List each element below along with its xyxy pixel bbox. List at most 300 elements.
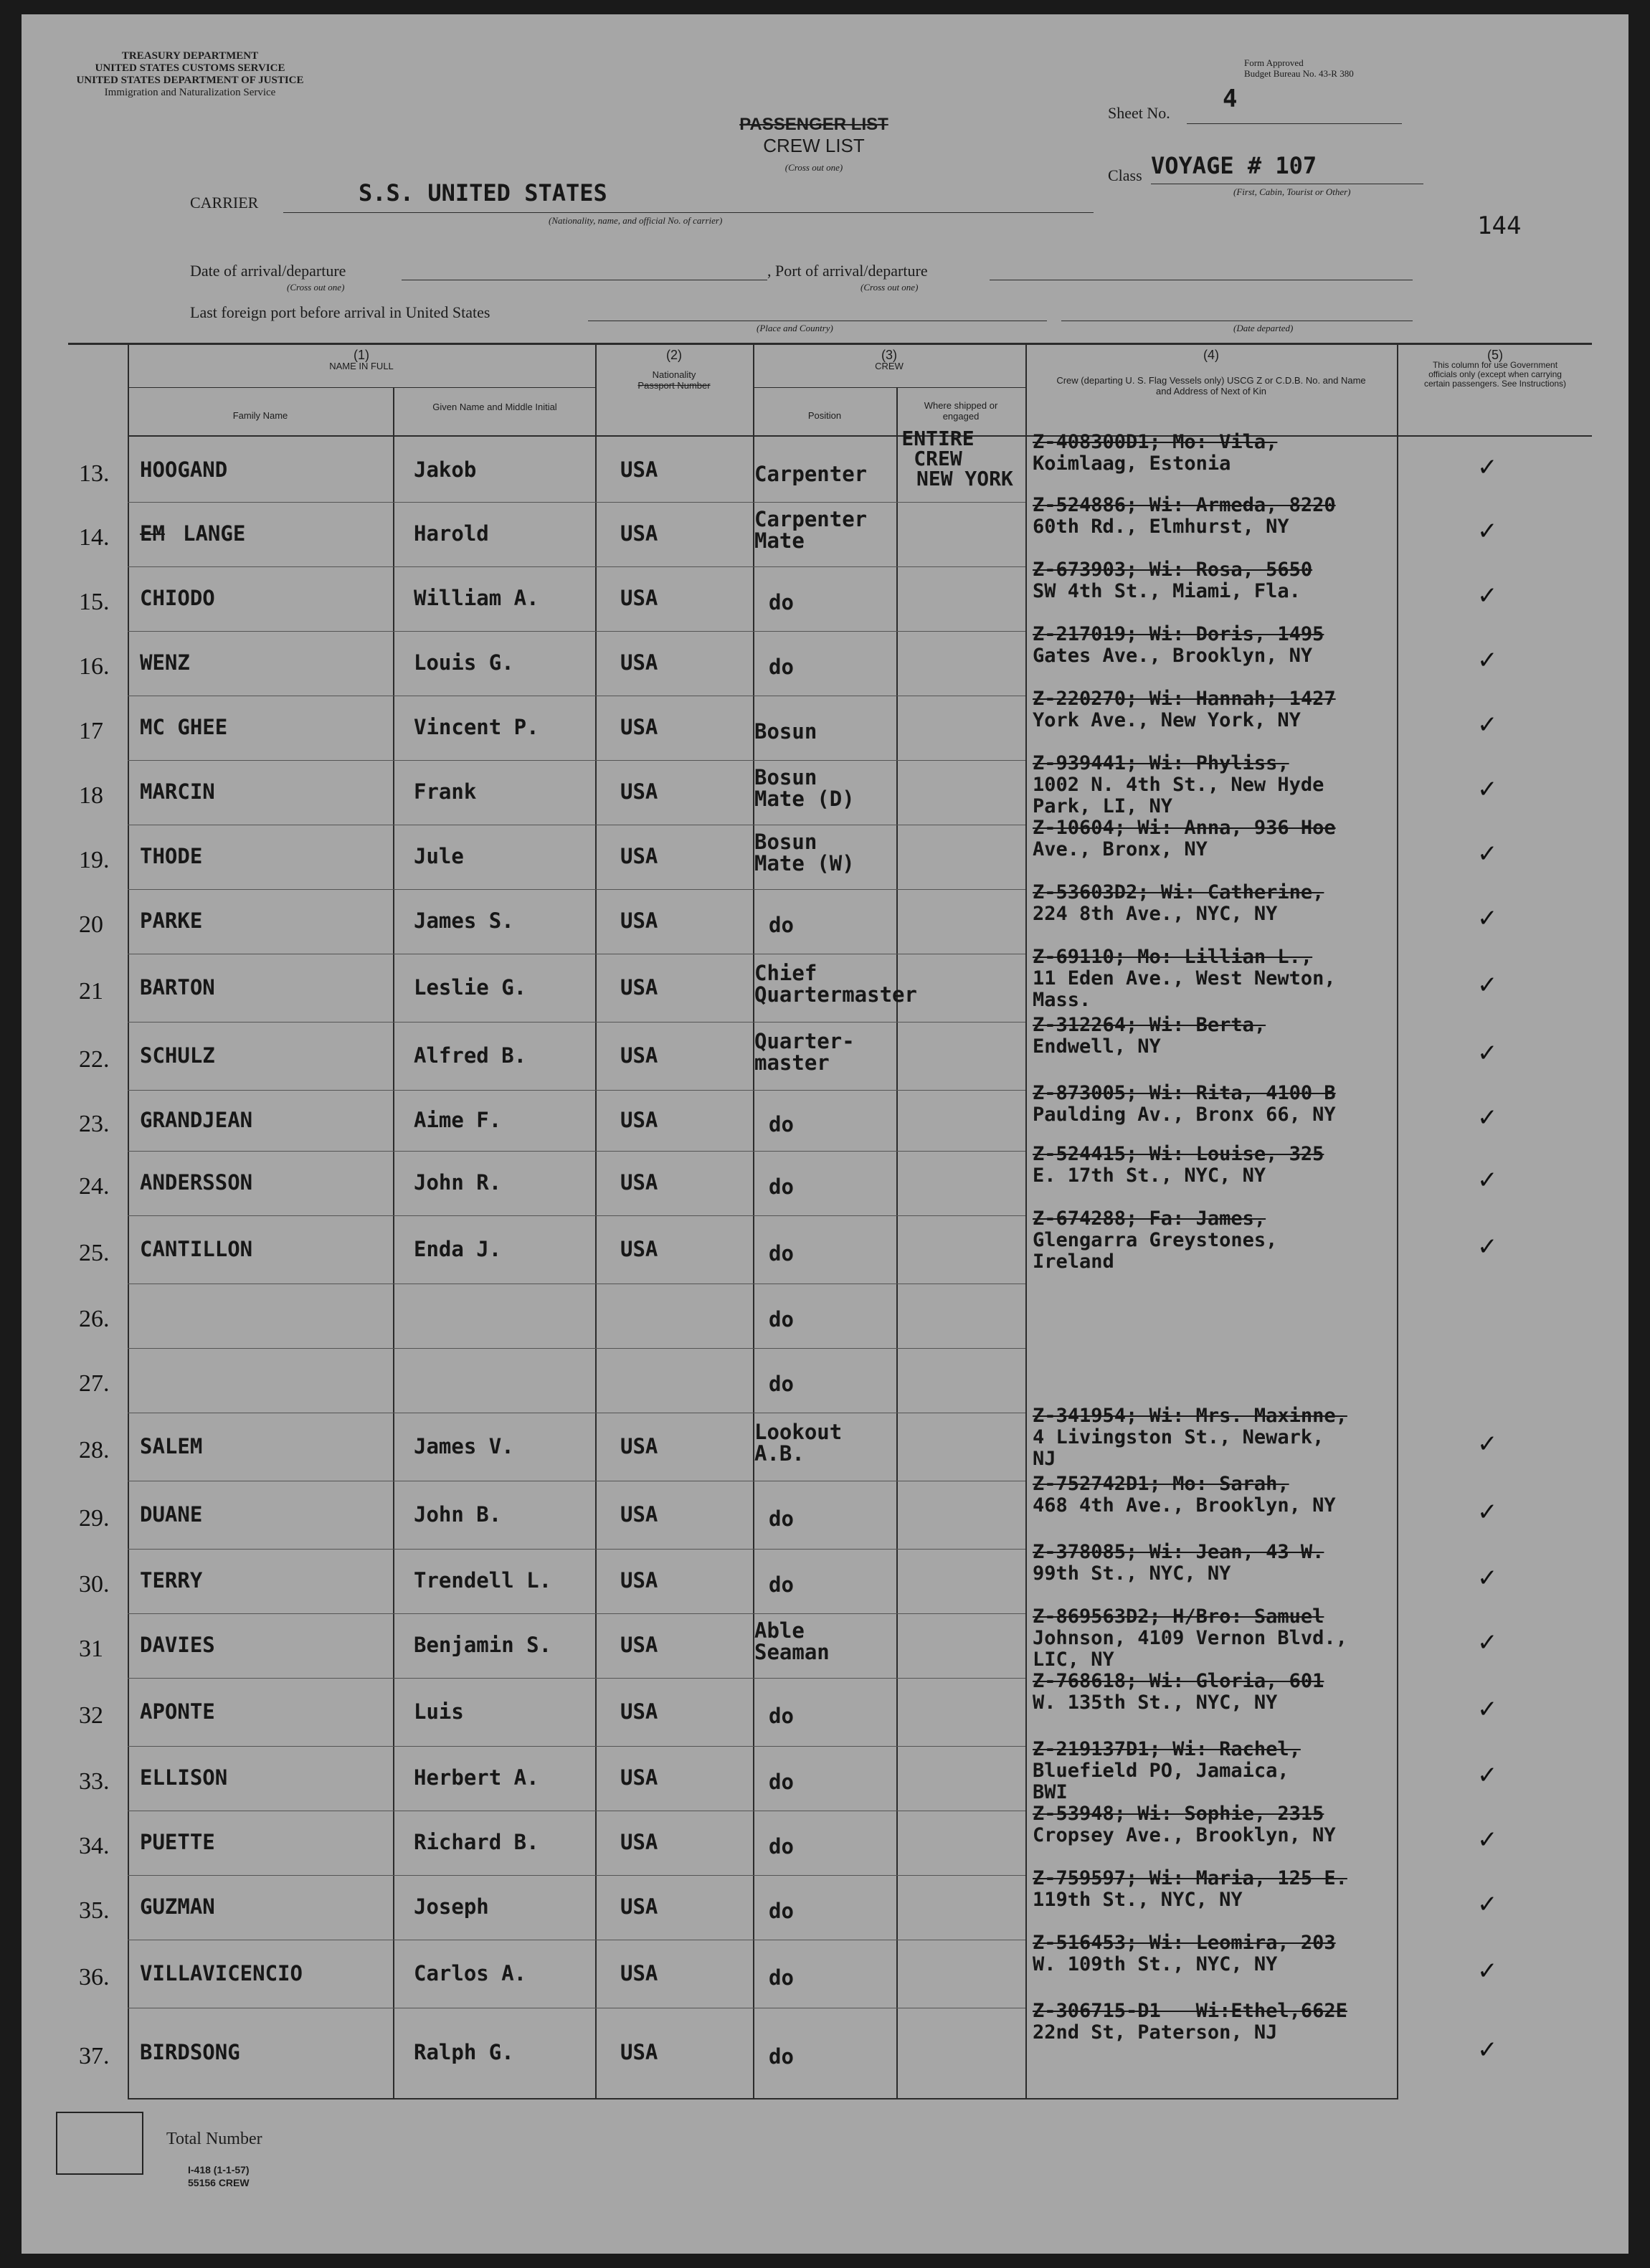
- given-name: Carlos A.: [414, 1960, 527, 1985]
- class-value: VOYAGE # 107: [1151, 152, 1317, 179]
- family-name: SCHULZ: [140, 1043, 215, 1068]
- row-number: 17: [79, 718, 103, 744]
- position: [754, 831, 855, 874]
- col5-gov-use: This column for use Government officials only (except when carrying certain passengers. See Instructions): [1423, 360, 1567, 389]
- next-of-kin: [1033, 624, 1324, 667]
- row-number: 16.: [79, 653, 110, 680]
- header-col2: [595, 350, 753, 391]
- nationality: USA: [620, 457, 658, 482]
- col-divider-nationality: [595, 344, 597, 2099]
- given-name: James V.: [414, 1433, 514, 1458]
- next-of-kin-line: Z-516453; Wi: Leomira, 203: [1033, 1932, 1336, 1954]
- position-line: do: [769, 1834, 794, 1859]
- next-of-kin-line: Ave., Bronx, NY: [1033, 838, 1208, 860]
- check-mark: ✓: [1477, 1166, 1498, 1195]
- col2-number: (2): [666, 348, 682, 362]
- given-name: John R.: [414, 1170, 502, 1195]
- row-number: 19.: [79, 847, 110, 873]
- next-of-kin-line: Z-408300D1; Mo: Vila,: [1033, 431, 1278, 453]
- position: [754, 1373, 794, 1395]
- check-mark: ✓: [1477, 1628, 1498, 1657]
- given-name: William A.: [414, 586, 539, 610]
- shipped-note-line: CREW: [914, 447, 962, 470]
- position-line: do: [769, 1175, 794, 1199]
- crew-subheader-divider: [753, 387, 1025, 388]
- carrier-value: S.S. UNITED STATES: [359, 179, 607, 207]
- header-where-shipped: Where shipped or engaged: [924, 400, 998, 422]
- row-number: 33.: [79, 1768, 110, 1795]
- next-of-kin-line: Z-306715-D1 Wi:Ethel,662E: [1033, 2000, 1347, 2022]
- next-of-kin-line: Z-53603D2; Wi: Catherine,: [1033, 881, 1324, 903]
- position: [754, 1771, 794, 1793]
- total-number-label: Total Number: [166, 2130, 262, 2148]
- position: [754, 1620, 830, 1663]
- next-of-kin-line: Z-752742D1; Mo: Sarah,: [1033, 1473, 1289, 1495]
- family-name: THODE: [140, 844, 203, 868]
- next-of-kin-line: Z-759597; Wi: Maria, 125 E.: [1033, 1867, 1347, 1889]
- position: [754, 1030, 855, 1073]
- next-of-kin-line: Z-69110; Mo: Lillian L.,: [1033, 946, 1313, 968]
- next-of-kin-line: Bluefield PO, Jamaica,: [1033, 1760, 1289, 1782]
- next-of-kin-line: E. 17th St., NYC, NY: [1033, 1164, 1266, 1187]
- position-line: do: [769, 1703, 794, 1728]
- check-mark: ✓: [1477, 970, 1498, 1000]
- position-line: Bosun: [754, 765, 817, 789]
- class-hint: (First, Cabin, Tourist or Other): [1233, 186, 1351, 197]
- row-divider: [128, 1151, 1025, 1152]
- nationality: USA: [620, 908, 658, 933]
- given-name: Harold: [414, 521, 489, 546]
- row-number: 34.: [79, 1833, 110, 1859]
- agency-line: UNITED STATES DEPARTMENT OF JUSTICE: [76, 75, 304, 86]
- next-of-kin-line: Ireland: [1033, 1251, 1114, 1273]
- row-number: 35.: [79, 1897, 110, 1924]
- position-line: Bosun: [754, 719, 817, 744]
- given-name: Ralph G.: [414, 2040, 514, 2064]
- given-name: Enda J.: [414, 1236, 502, 1261]
- row-number: 23.: [79, 1110, 110, 1137]
- position-line: do: [769, 655, 794, 679]
- check-mark: ✓: [1477, 1694, 1498, 1724]
- next-of-kin-line: 4 Livingston St., Newark,: [1033, 1426, 1324, 1448]
- header-col5: [1398, 350, 1592, 389]
- next-of-kin: [1033, 432, 1277, 475]
- position: [754, 1508, 794, 1529]
- col-divider-gov: [1397, 344, 1398, 2099]
- row-number: 20: [79, 911, 103, 938]
- position-line: do: [769, 1307, 794, 1332]
- family-name: CHIODO: [140, 586, 215, 610]
- family-name: BARTON: [140, 974, 215, 1000]
- family-name: ANDERSSON: [140, 1170, 253, 1195]
- next-of-kin-line: LIC, NY: [1033, 1648, 1114, 1671]
- position-line: do: [769, 913, 794, 937]
- next-of-kin-line: Z-869563D2; H/Bro: Samuel: [1033, 1605, 1324, 1628]
- col4-number: (4): [1203, 348, 1219, 362]
- row-divider: [128, 1348, 1025, 1349]
- next-of-kin-line: Z-673903; Wi: Rosa, 5650: [1033, 559, 1313, 581]
- next-of-kin-line: Paulding Av., Bronx 66, NY: [1033, 1104, 1336, 1126]
- nationality: USA: [620, 1765, 658, 1790]
- position: [754, 962, 917, 1005]
- row-number: 22.: [79, 1045, 110, 1073]
- row-divider: [128, 1613, 1025, 1614]
- position-line: do: [769, 1965, 794, 1990]
- nationality: USA: [620, 1107, 658, 1132]
- position-line: Mate: [754, 528, 805, 553]
- next-of-kin-line: Z-768618; Wi: Gloria, 601: [1033, 1670, 1324, 1692]
- next-of-kin: [1033, 1015, 1266, 1058]
- next-of-kin-line: NJ: [1033, 1448, 1056, 1470]
- row-divider: [128, 1549, 1025, 1550]
- next-of-kin-line: Johnson, 4109 Vernon Blvd.,: [1033, 1627, 1347, 1649]
- col-divider-shipped: [896, 387, 898, 2099]
- family-name: APONTE: [140, 1699, 215, 1724]
- row-number: 15.: [79, 589, 110, 615]
- row-number: 14.: [79, 524, 110, 551]
- row-divider: [128, 566, 1025, 567]
- position: [754, 1176, 794, 1197]
- next-of-kin-line: Z-219137D1; Wi: Rachel,: [1033, 1738, 1301, 1760]
- position-line: do: [769, 1899, 794, 1923]
- given-name: John B.: [414, 1501, 502, 1527]
- position-line: do: [769, 2044, 794, 2069]
- next-of-kin-line: York Ave., New York, NY: [1033, 709, 1301, 731]
- check-mark: ✓: [1477, 1826, 1498, 1854]
- given-name: Joseph: [414, 1894, 489, 1919]
- position: [754, 2046, 794, 2067]
- sheet-underline: [1187, 123, 1402, 124]
- family-name: DUANE: [140, 1501, 203, 1527]
- position-line: Seaman: [754, 1640, 830, 1664]
- check-mark: ✓: [1477, 646, 1498, 675]
- position-line: Mate (W): [754, 851, 855, 876]
- position: [754, 463, 867, 485]
- next-of-kin: [1033, 1542, 1324, 1585]
- next-of-kin: [1033, 1739, 1301, 1803]
- family-name: ELLISON: [140, 1765, 228, 1790]
- next-of-kin: [1033, 1208, 1277, 1273]
- next-of-kin-line: W. 109th St., NYC, NY: [1033, 1953, 1278, 1975]
- position: [754, 1574, 794, 1595]
- next-of-kin-line: Endwell, NY: [1033, 1035, 1161, 1058]
- given-name: Jule: [414, 844, 464, 868]
- position: [754, 1967, 794, 1988]
- family-name: MC GHEE: [140, 715, 228, 739]
- next-of-kin-line: Z-217019; Wi: Doris, 1495: [1033, 623, 1324, 645]
- given-name: Aime F.: [414, 1107, 502, 1132]
- col2-nationality: Nationality: [652, 369, 696, 380]
- col3-crew: CREW: [875, 361, 904, 371]
- next-of-kin: [1033, 946, 1336, 1011]
- total-number-box: [56, 2112, 143, 2175]
- family-name: WENZ: [140, 650, 190, 675]
- family-name: PUETTE: [140, 1830, 215, 1854]
- next-of-kin: [1033, 1803, 1336, 1846]
- table-header-divider: [128, 435, 1592, 437]
- row-number: 30.: [79, 1571, 110, 1598]
- nationality: USA: [620, 844, 658, 868]
- row-number: 25.: [79, 1239, 110, 1266]
- nationality: USA: [620, 1633, 658, 1657]
- port-label: , Port of arrival/departure: [767, 262, 928, 280]
- next-of-kin-line: Z-53948; Wi: Sophie, 2315: [1033, 1803, 1324, 1825]
- nationality: USA: [620, 650, 658, 675]
- check-mark: ✓: [1477, 1103, 1498, 1132]
- check-mark: ✓: [1477, 2036, 1498, 2064]
- next-of-kin: [1033, 495, 1336, 538]
- position-line: Carpenter: [754, 507, 868, 531]
- position: [754, 1309, 794, 1330]
- given-name: Trendell L.: [414, 1568, 552, 1593]
- position-line: Quartermaster: [754, 982, 917, 1007]
- given-name: Vincent P.: [414, 715, 539, 739]
- next-of-kin-line: 60th Rd., Elmhurst, NY: [1033, 516, 1289, 538]
- next-of-kin-line: Z-524415; Wi: Louise, 325: [1033, 1143, 1324, 1165]
- row-divider: [128, 1215, 1025, 1216]
- check-mark: ✓: [1477, 582, 1498, 610]
- port-cross-out: (Cross out one): [860, 282, 919, 293]
- next-of-kin: [1033, 1606, 1347, 1671]
- row-number: 29.: [79, 1504, 110, 1532]
- nationality: USA: [620, 1433, 658, 1458]
- family-name: PARKE: [140, 908, 203, 933]
- shipped-note-line: ENTIRE: [901, 427, 975, 450]
- next-of-kin: [1033, 1868, 1347, 1911]
- row-number: 24.: [79, 1173, 110, 1200]
- next-of-kin-line: Mass.: [1033, 989, 1091, 1011]
- shipped-note-line: NEW YORK: [916, 467, 1013, 490]
- row-divider: [128, 1090, 1025, 1091]
- header-family-name: Family Name: [232, 410, 288, 421]
- nationality: USA: [620, 715, 658, 739]
- list-type-struck: PASSENGER LIST: [739, 115, 888, 134]
- position: [754, 1836, 794, 1857]
- list-type: CREW LIST: [763, 135, 865, 156]
- position: [754, 1705, 794, 1727]
- next-of-kin-line: Z-939441; Wi: Phyliss,: [1033, 752, 1289, 774]
- next-of-kin-line: W. 135th St., NYC, NY: [1033, 1691, 1278, 1714]
- next-of-kin: [1033, 1405, 1347, 1470]
- next-of-kin-line: Z-10604; Wi: Anna, 936 Hoe: [1033, 817, 1336, 839]
- next-of-kin: [1033, 1474, 1336, 1517]
- position-line: do: [769, 590, 794, 615]
- given-name: Herbert A.: [414, 1765, 539, 1790]
- next-of-kin-line: 468 4th Ave., Brooklyn, NY: [1033, 1494, 1336, 1517]
- nationality: USA: [620, 1894, 658, 1919]
- next-of-kin-line: BWI: [1033, 1781, 1068, 1803]
- agency-line: UNITED STATES CUSTOMS SERVICE: [95, 62, 285, 74]
- next-of-kin-line: 119th St., NYC, NY: [1033, 1889, 1243, 1911]
- nationality: USA: [620, 1830, 658, 1854]
- family-name: TERRY: [140, 1568, 203, 1593]
- next-of-kin-line: Koimlaag, Estonia: [1033, 452, 1231, 475]
- next-of-kin: [1033, 1932, 1336, 1975]
- agency-line: Immigration and Naturalization Service: [104, 87, 276, 98]
- header-col3: [753, 350, 1025, 371]
- given-name: Frank: [414, 779, 477, 804]
- table-bottom-border: [128, 2098, 1397, 2099]
- nationality: USA: [620, 586, 658, 610]
- next-of-kin-line: Z-378085; Wi: Jean, 43 W.: [1033, 1541, 1324, 1563]
- family-name: SALEM: [140, 1433, 203, 1458]
- given-name: Benjamin S.: [414, 1633, 552, 1657]
- row-divider: [128, 631, 1025, 632]
- date-departed-hint: (Date departed): [1233, 323, 1294, 333]
- row-divider: [128, 889, 1025, 890]
- col3-number: (3): [881, 348, 897, 362]
- agency-header: [72, 50, 308, 99]
- next-of-kin-line: Glengarra Greystones,: [1033, 1229, 1278, 1251]
- check-mark: ✓: [1477, 1761, 1498, 1790]
- next-of-kin-line: Z-312264; Wi: Berta,: [1033, 1014, 1266, 1036]
- row-divider: [128, 1875, 1025, 1876]
- nationality: USA: [620, 974, 658, 1000]
- next-of-kin-line: 99th St., NYC, NY: [1033, 1562, 1231, 1585]
- check-mark: ✓: [1477, 840, 1498, 868]
- nationality: USA: [620, 1699, 658, 1724]
- nationality: USA: [620, 521, 658, 546]
- family-name: MARCIN: [140, 779, 215, 804]
- name-subheader-divider: [128, 387, 595, 388]
- position: [754, 721, 817, 742]
- family-name: CANTILLON: [140, 1236, 253, 1261]
- given-name: James S.: [414, 908, 514, 933]
- header-given-name: Given Name and Middle Initial: [432, 402, 557, 412]
- next-of-kin-line: Park, LI, NY: [1033, 795, 1173, 817]
- header-position: Position: [807, 410, 842, 421]
- nationality: USA: [620, 1501, 658, 1527]
- row-number: 28.: [79, 1436, 110, 1463]
- position: [754, 1240, 794, 1266]
- family-name: BIRDSONG: [140, 2040, 240, 2064]
- next-of-kin: [1033, 2001, 1347, 2044]
- col1-number: (1): [354, 348, 369, 362]
- row-number: 13.: [79, 460, 110, 487]
- check-mark: ✓: [1477, 1956, 1498, 1985]
- col5-number: (5): [1487, 348, 1503, 362]
- carrier-label: CARRIER: [190, 194, 259, 212]
- row-number: 18: [79, 782, 103, 809]
- next-of-kin: [1033, 688, 1336, 731]
- position-line: Quarter-: [754, 1028, 855, 1053]
- position-line: do: [769, 1111, 794, 1137]
- date-cross-out: (Cross out one): [287, 282, 345, 293]
- check-mark: ✓: [1477, 711, 1498, 739]
- header-col1: [128, 350, 595, 371]
- row-number: 32: [79, 1702, 103, 1729]
- check-mark: ✓: [1477, 1038, 1498, 1068]
- next-of-kin-line: 224 8th Ave., NYC, NY: [1033, 903, 1278, 925]
- next-of-kin: [1033, 1671, 1324, 1714]
- position-line: Able: [754, 1618, 805, 1643]
- form-number: I-418 (1-1-57): [188, 2164, 250, 2176]
- row-number: 21: [79, 977, 103, 1005]
- next-of-kin-line: SW 4th St., Miami, Fla.: [1033, 580, 1301, 602]
- place-hint: (Place and Country): [757, 323, 833, 333]
- row-divider: [128, 1746, 1025, 1747]
- nationality: USA: [620, 2040, 658, 2064]
- position: [754, 592, 794, 613]
- position-line: do: [769, 1240, 794, 1266]
- next-of-kin: [1033, 559, 1312, 602]
- check-mark: ✓: [1477, 453, 1498, 482]
- position: [754, 1900, 794, 1922]
- shipped-note: [895, 427, 1013, 490]
- given-name: Alfred B.: [414, 1043, 527, 1068]
- class-label: Class: [1108, 166, 1142, 184]
- col-divider-kin: [1025, 344, 1027, 2099]
- position-line: Chief: [754, 960, 817, 985]
- next-of-kin-line: 11 Eden Ave., West Newton,: [1033, 967, 1336, 990]
- form-approved: Form Approved: [1244, 57, 1304, 68]
- family-prefix-struck: EM: [140, 521, 165, 546]
- row-divider: [128, 1678, 1025, 1679]
- nationality: USA: [620, 1043, 658, 1068]
- next-of-kin: [1033, 1083, 1336, 1126]
- position-line: do: [769, 1770, 794, 1794]
- row-number: 37.: [79, 2043, 110, 2069]
- agency-line: TREASURY DEPARTMENT: [121, 50, 259, 62]
- family-name: LANGE: [183, 521, 246, 546]
- next-of-kin: [1033, 817, 1336, 860]
- nationality: USA: [620, 1568, 658, 1593]
- form-code: 55156 CREW: [188, 2177, 250, 2188]
- sheet-label: Sheet No.: [1108, 104, 1170, 122]
- check-mark: ✓: [1477, 775, 1498, 804]
- sheet-value: 4: [1223, 85, 1238, 113]
- position-line: Bosun: [754, 830, 817, 854]
- position: [754, 767, 855, 810]
- family-name: HOOGAND: [140, 457, 228, 482]
- next-of-kin: [1033, 753, 1324, 817]
- check-mark: ✓: [1477, 1232, 1498, 1261]
- nationality: USA: [620, 1170, 658, 1195]
- given-name: Richard B.: [414, 1830, 539, 1854]
- position-line: Lookout: [754, 1419, 843, 1444]
- row-number: 27.: [79, 1370, 110, 1397]
- table-top-border: [68, 343, 1592, 345]
- given-name: Louis G.: [414, 650, 514, 675]
- given-name: Luis: [414, 1699, 464, 1724]
- next-of-kin: [1033, 1144, 1324, 1187]
- col1-title: NAME IN FULL: [329, 361, 394, 371]
- position: [754, 508, 867, 551]
- position-line: master: [754, 1050, 830, 1075]
- next-of-kin-line: 1002 N. 4th St., New Hyde: [1033, 774, 1324, 796]
- given-name: Jakob: [414, 457, 477, 482]
- col-left-border: [128, 344, 129, 2099]
- next-of-kin-line: Z-341954; Wi: Mrs. Maxinne,: [1033, 1405, 1347, 1427]
- last-port-label: Last foreign port before arrival in United States: [190, 303, 490, 321]
- next-of-kin: [1033, 882, 1324, 925]
- page-number: 144: [1477, 212, 1522, 240]
- next-of-kin-line: Gates Ave., Brooklyn, NY: [1033, 645, 1313, 667]
- check-mark: ✓: [1477, 517, 1498, 546]
- col2-passport-struck: Passport Number: [637, 380, 711, 391]
- next-of-kin-line: Z-873005; Wi: Rita, 4100 B: [1033, 1082, 1336, 1104]
- carrier-underline: [283, 212, 1094, 213]
- date-label: Date of arrival/departure: [190, 262, 346, 280]
- nationality: USA: [620, 1960, 658, 1985]
- next-of-kin-line: Z-524886; Wi: Armeda, 8220: [1033, 494, 1336, 516]
- col-divider-given: [393, 387, 394, 2099]
- check-mark: ✓: [1477, 904, 1498, 933]
- row-divider: [128, 760, 1025, 761]
- family-name: VILLAVICENCIO: [140, 1960, 303, 1985]
- col4-description: Crew (departing U. S. Flag Vessels only) USCG Z or C.D.B. No. and Name and Address of Next of Kin: [1056, 375, 1366, 397]
- row-divider: [128, 1022, 1025, 1023]
